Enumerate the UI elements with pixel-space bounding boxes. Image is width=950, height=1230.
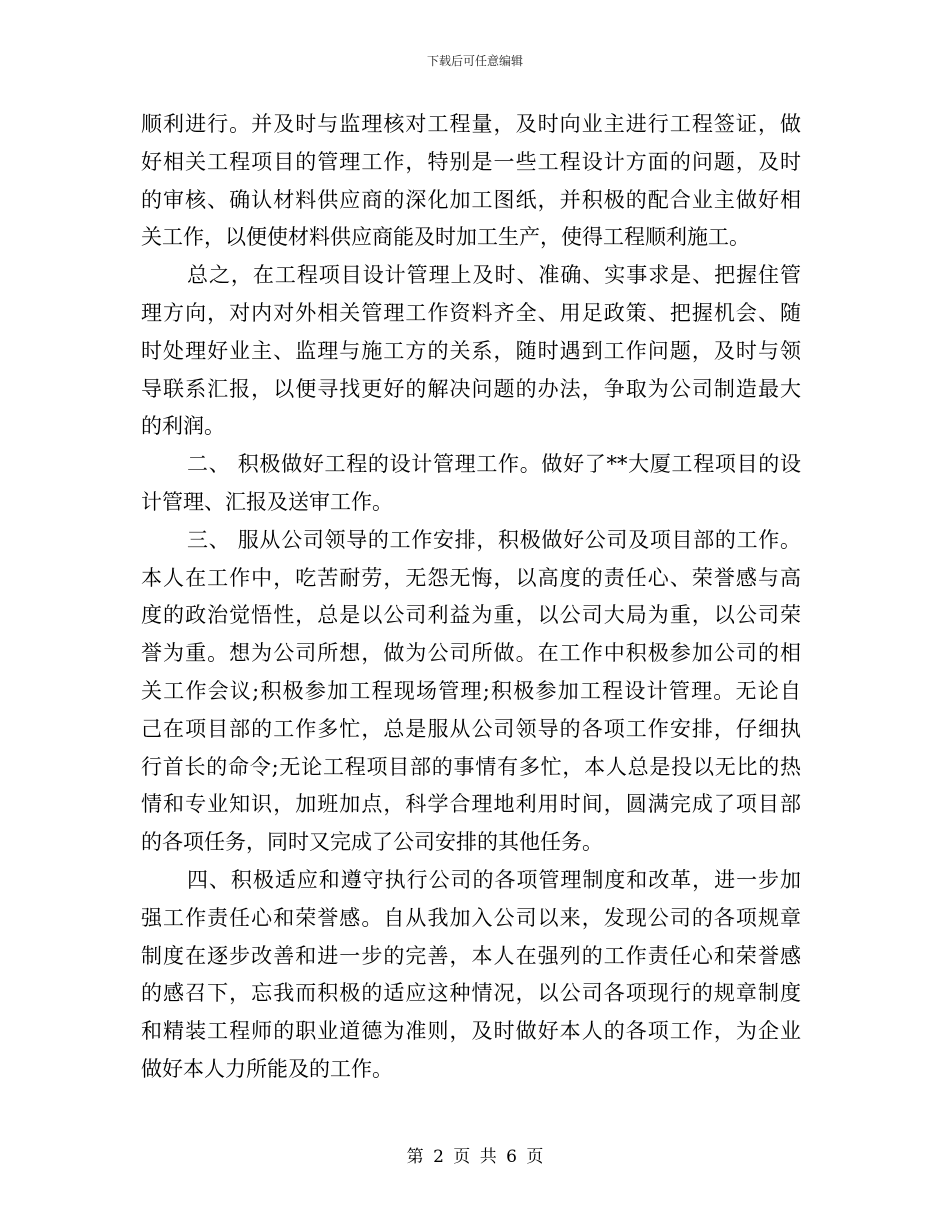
text-line: 制度在逐步改善和进一步的完善，本人在强列的工作责任心和荣誉感	[141, 943, 801, 968]
page-number: 第 2 页 共 6 页	[406, 1147, 544, 1167]
text-line: 关工作会议;积极参加工程现场管理;积极参加工程设计管理。无论自	[141, 678, 801, 703]
text-line: 行首长的命令;无论工程项目部的事情有多忙，本人总是投以无比的热	[141, 754, 801, 779]
page-header: 下载后可任意编辑	[426, 54, 523, 68]
text-line: 的利润。	[141, 414, 225, 439]
text-line: 计管理、汇报及送审工作。	[141, 489, 393, 514]
text-line: 和精装工程师的职业道德为准则，及时做好本人的各项工作，为企业	[141, 1019, 801, 1044]
text-line: 二、 积极做好工程的设计管理工作。做好了**大厦工程项目的设	[187, 452, 801, 477]
text-line: 度的政治觉悟性，总是以公司利益为重，以公司大局为重，以公司荣	[141, 603, 801, 628]
document-body	[141, 106, 801, 1089]
text-line: 三、 服从公司领导的工作安排，积极做好公司及项目部的工作。	[187, 527, 801, 552]
text-line: 誉为重。想为公司所想，做为公司所做。在工作中积极参加公司的相	[141, 641, 801, 666]
text-line: 己在项目部的工作多忙，总是服从公司领导的各项工作安排，仔细执	[141, 716, 801, 741]
text-line: 时处理好业主、监理与施工方的关系，随时遇到工作问题，及时与领	[141, 338, 801, 363]
text-line: 的审核、确认材料供应商的深化加工图纸，并积极的配合业主做好相	[141, 187, 801, 212]
text-line: 四、积极适应和遵守执行公司的各项管理制度和改革，进一步加	[187, 867, 801, 892]
text-line: 的感召下，忘我而积极的适应这种情况，以公司各项现行的规章制度	[141, 981, 801, 1006]
text-line: 情和专业知识，加班加点，科学合理地利用时间，圆满完成了项目部	[141, 792, 801, 817]
text-line: 顺利进行。并及时与监理核对工程量，及时向业主进行工程签证，做	[141, 112, 801, 136]
text-line: 本人在工作中，吃苦耐劳，无怨无悔，以高度的责任心、荣誉感与高	[141, 565, 801, 590]
text-line: 关工作，以便使材料供应商能及时加工生产，使得工程顺利施工。	[141, 225, 750, 250]
text-line: 导联系汇报，以便寻找更好的解决问题的办法，争取为公司制造最大	[141, 376, 801, 401]
text-line: 总之，在工程项目设计管理上及时、准确、实事求是、把握住管	[187, 263, 801, 288]
text-line: 理方向，对内对外相关管理工作资料齐全、用足政策、把握机会、随	[141, 300, 801, 325]
text-line: 做好本人力所能及的工作。	[141, 1056, 393, 1081]
text-line: 好相关工程项目的管理工作，特别是一些工程设计方面的问题，及时	[141, 149, 801, 174]
text-line: 强工作责任心和荣誉感。自从我加入公司以来，发现公司的各项规章	[141, 905, 801, 930]
text-line: 的各项任务，同时又完成了公司安排的其他任务。	[141, 830, 603, 855]
